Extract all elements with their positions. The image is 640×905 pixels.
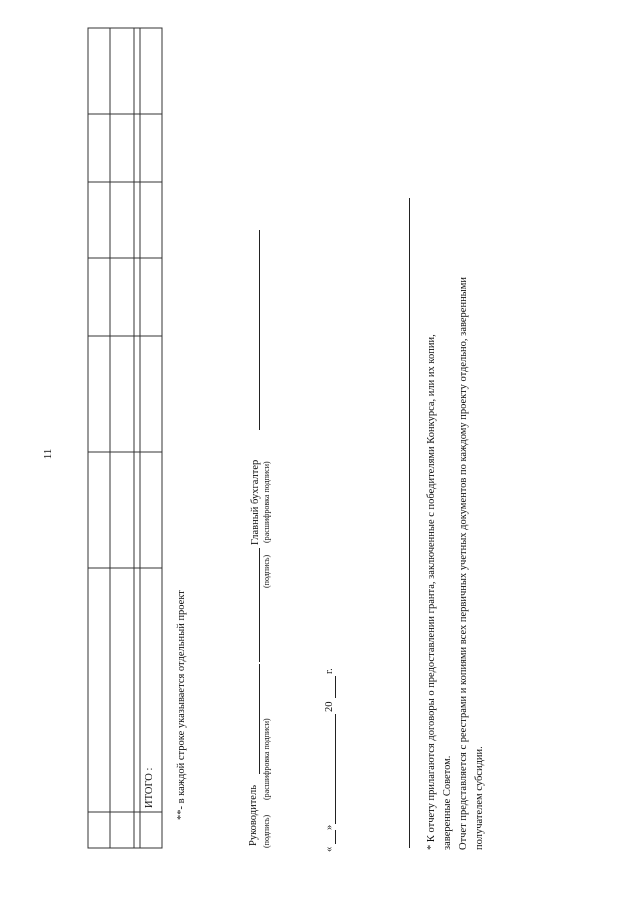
date-close-quote: » [324, 824, 335, 830]
head-signature-line [259, 664, 260, 774]
date-month-line [335, 714, 336, 824]
footnote-separator [409, 198, 410, 848]
head-title: Руководитель [248, 785, 259, 846]
accountant-decoding-line [259, 230, 260, 430]
accountant-decoding-caption: (расшифровка подписи) [262, 461, 271, 543]
table-total-label: ИТОГО : [144, 767, 155, 808]
head-decoding-caption: (расшифровка подписи) [262, 718, 271, 800]
footnote-line-2: заверенные Советом. [442, 755, 453, 850]
accountant-title: Главный бухгалтер [250, 459, 261, 545]
table-border [88, 28, 162, 848]
table-note: **- в каждой строке указывается отдельный проект [176, 590, 187, 820]
footnote-line-4: получателем субсидии. [474, 746, 485, 850]
date-year-line [335, 676, 336, 698]
accountant-signature-line [259, 548, 260, 662]
footnote-line-1: * К отчету прилагаются договоры о предоставлении гранта, заключенные с победителями Конкурса, или их копии, [426, 334, 437, 850]
date-year-prefix: 20 [324, 701, 335, 712]
date-open-quote: « [324, 846, 335, 852]
footnote-line-3: Отчет представляется с реестрами и копиями всех первичных учетных документов по каждому проекту отдельно, заверенными [458, 276, 469, 850]
head-signature-caption: (подпись) [262, 814, 271, 848]
page-number: 11 [42, 448, 54, 460]
accountant-signature-caption: (подпись) [262, 554, 271, 588]
date-year-suffix: г. [324, 668, 335, 674]
date-day-line [335, 830, 336, 844]
